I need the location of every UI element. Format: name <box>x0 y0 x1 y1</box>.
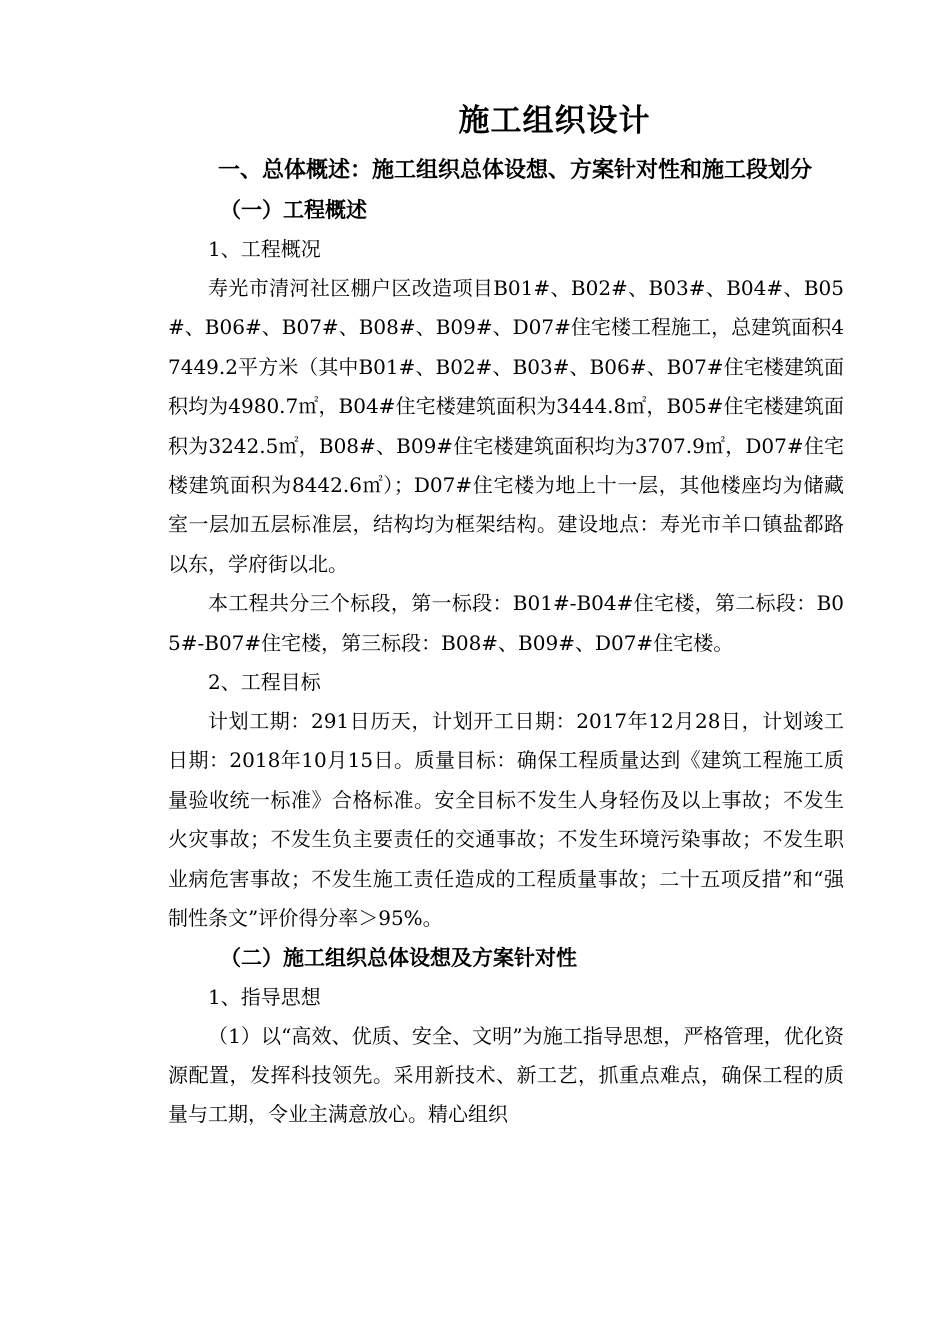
item-heading-guiding-thought: 1、指导思想 <box>208 984 321 1009</box>
paragraph-guiding-thought: （1）以“高效、优质、安全、文明”为施工指导思想，严格管理，优化资源配置，发挥科技领先。采用新技术、新工艺，抓重点难点，确保工程的质量与工期，令业主满意放心。精心组织 <box>168 1023 844 1127</box>
document-page <box>168 95 844 1135</box>
paragraph-project-goals: 计划工期：291日历天，计划开工日期：2017年12月28日，计划竣工日期：2018年10月15日。质量目标：确保工程质量达到《建筑工程施工质量验收统一标准》合格标准。安全目标不发生人身轻伤及以上事故；不发生火灾事故；不发生负主要责任的交通事故；不发生环境污染事故；不发生职业病危害事故；不发生施工责任造成的工程质量事故；二十五项反措”和“强制性条文”评价得分率＞95%。 <box>168 709 844 931</box>
item-heading-project-goals: 2、工程目标 <box>208 670 321 695</box>
subsection-heading-overall-plan: （二）施工组织总体设想及方案针对性 <box>220 945 577 970</box>
paragraph-project-profile: 寿光市清河社区棚户区改造项目B01#、B02#、B03#、B04#、B05#、B06#、B07#、B08#、B09#、D07#住宅楼工程施工，总建筑面积47449.2平方米（其中B01#、B02#、B03#、B06#、B07#住宅楼建筑面积均为4980.7㎡，B04#住宅楼建筑面积为3444.8㎡，B05#住宅楼建筑面积为3242.5㎡，B08#、B09#住宅楼建筑面积均为3707.9㎡，D07#住宅楼建筑面积为8442.6㎡）；D07#住宅楼为地上十一层，其他楼座均为储藏室一层加五层标准层，结构均为框架结构。建设地点：寿光市羊口镇盐都路以东，学府街以北。 <box>168 276 844 576</box>
paragraph-bid-sections: 本工程共分三个标段，第一标段：B01#-B04#住宅楼，第二标段：B05#-B07#住宅楼，第三标段：B08#、B09#、D07#住宅楼。 <box>168 591 844 655</box>
subsection-heading-project-overview: （一）工程概述 <box>220 198 367 222</box>
item-heading-project-profile: 1、工程概况 <box>208 237 321 261</box>
section-heading-overview: 一、总体概述：施工组织总体设想、方案针对性和施工段划分 <box>218 158 813 183</box>
document-title: 施工组织设计 <box>458 103 651 139</box>
